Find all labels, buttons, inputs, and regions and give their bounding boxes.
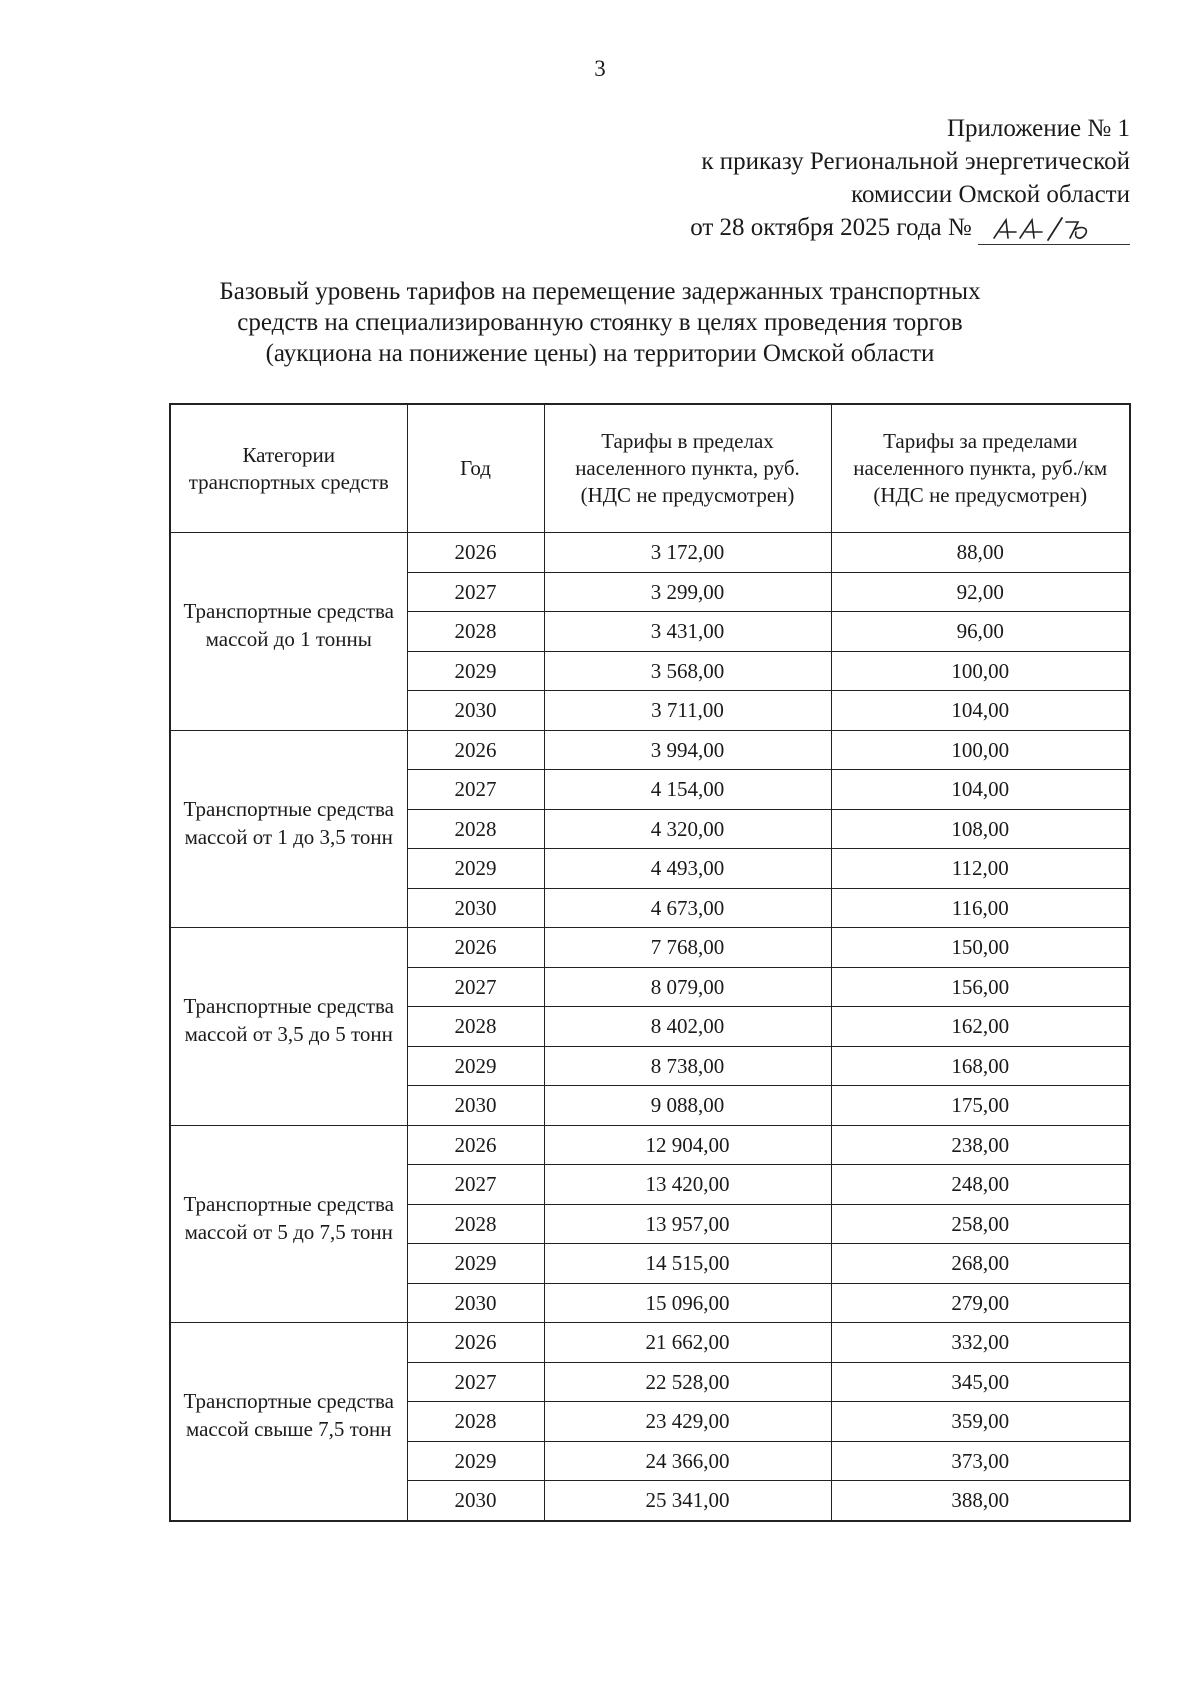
in-city-tariff-cell: 14 515,00 (544, 1244, 831, 1284)
in-city-tariff-cell: 3 568,00 (544, 651, 831, 691)
out-city-tariff-cell: 258,00 (831, 1204, 1130, 1244)
table-row (170, 1125, 1130, 1165)
title-line-1: Базовый уровень тарифов на перемещение задержанных транспортных (219, 278, 981, 305)
out-city-tariff-cell: 279,00 (831, 1283, 1130, 1323)
category-cell: Транспортные средства массой от 5 до 7,5 тонн (170, 1125, 407, 1323)
year-cell: 2029 (407, 849, 544, 889)
order-number-field (978, 211, 1130, 245)
out-city-tariff-cell: 92,00 (831, 572, 1130, 612)
year-cell: 2030 (407, 1481, 544, 1521)
in-city-tariff-cell: 25 341,00 (544, 1481, 831, 1521)
handwritten-order-number (986, 214, 1096, 244)
title-line-2: средств на специализированную стоянку в целях проведения торгов (237, 309, 963, 336)
header-out-city-tariff: Тарифы за пределами населенного пункта, руб./км (НДС не предусмотрен) (831, 404, 1130, 533)
document-title (100, 276, 1100, 369)
table-header-row (170, 404, 1130, 533)
year-cell: 2027 (407, 1165, 544, 1205)
out-city-tariff-cell: 168,00 (831, 1046, 1130, 1086)
in-city-tariff-cell: 3 172,00 (544, 533, 831, 573)
year-cell: 2026 (407, 1125, 544, 1165)
table-row (170, 928, 1130, 968)
year-cell: 2029 (407, 1441, 544, 1481)
out-city-tariff-cell: 345,00 (831, 1362, 1130, 1402)
out-city-tariff-cell: 150,00 (831, 928, 1130, 968)
out-city-tariff-cell: 100,00 (831, 651, 1130, 691)
in-city-tariff-cell: 13 957,00 (544, 1204, 831, 1244)
out-city-tariff-cell: 332,00 (831, 1323, 1130, 1363)
in-city-tariff-cell: 8 738,00 (544, 1046, 831, 1086)
header-category: Категории транспортных средств (170, 404, 407, 533)
out-city-tariff-cell: 162,00 (831, 1007, 1130, 1047)
in-city-tariff-cell: 23 429,00 (544, 1402, 831, 1442)
in-city-tariff-cell: 24 366,00 (544, 1441, 831, 1481)
year-cell: 2028 (407, 1402, 544, 1442)
in-city-tariff-cell: 3 994,00 (544, 730, 831, 770)
out-city-tariff-cell: 388,00 (831, 1481, 1130, 1521)
year-cell: 2030 (407, 1283, 544, 1323)
out-city-tariff-cell: 238,00 (831, 1125, 1130, 1165)
in-city-tariff-cell: 8 402,00 (544, 1007, 831, 1047)
in-city-tariff-cell: 21 662,00 (544, 1323, 831, 1363)
header-year: Год (407, 404, 544, 533)
title-line-3: (аукциона на понижение цены) на территории Омской области (265, 340, 935, 367)
out-city-tariff-cell: 104,00 (831, 770, 1130, 810)
in-city-tariff-cell: 4 673,00 (544, 888, 831, 928)
year-cell: 2026 (407, 928, 544, 968)
category-cell: Транспортные средства массой свыше 7,5 тонн (170, 1323, 407, 1521)
tariff-table (169, 403, 1131, 1522)
out-city-tariff-cell: 373,00 (831, 1441, 1130, 1481)
in-city-tariff-cell: 22 528,00 (544, 1362, 831, 1402)
in-city-tariff-cell: 3 711,00 (544, 691, 831, 731)
out-city-tariff-cell: 100,00 (831, 730, 1130, 770)
in-city-tariff-cell: 3 299,00 (544, 572, 831, 612)
table-row (170, 533, 1130, 573)
in-city-tariff-cell: 8 079,00 (544, 967, 831, 1007)
out-city-tariff-cell: 88,00 (831, 533, 1130, 573)
year-cell: 2028 (407, 809, 544, 849)
year-cell: 2029 (407, 1244, 544, 1284)
out-city-tariff-cell: 175,00 (831, 1086, 1130, 1126)
table-row (170, 1323, 1130, 1363)
year-cell: 2030 (407, 1086, 544, 1126)
out-city-tariff-cell: 112,00 (831, 849, 1130, 889)
year-cell: 2027 (407, 1362, 544, 1402)
in-city-tariff-cell: 4 493,00 (544, 849, 831, 889)
year-cell: 2028 (407, 612, 544, 652)
table-row (170, 730, 1130, 770)
page-number: 3 (594, 56, 606, 81)
out-city-tariff-cell: 108,00 (831, 809, 1130, 849)
category-cell: Транспортные средства массой от 3,5 до 5 тонн (170, 928, 407, 1126)
header-in-city-tariff: Тарифы в пределах населенного пункта, руб. (НДС не предусмотрен) (544, 404, 831, 533)
out-city-tariff-cell: 104,00 (831, 691, 1130, 731)
category-cell: Транспортные средства массой до 1 тонны (170, 533, 407, 731)
appendix-date-line (690, 211, 1130, 245)
out-city-tariff-cell: 156,00 (831, 967, 1130, 1007)
year-cell: 2027 (407, 967, 544, 1007)
in-city-tariff-cell: 4 320,00 (544, 809, 831, 849)
out-city-tariff-cell: 96,00 (831, 612, 1130, 652)
tariff-table-body (170, 533, 1130, 1521)
appendix-line-1: Приложение № 1 (946, 115, 1130, 142)
year-cell: 2026 (407, 730, 544, 770)
in-city-tariff-cell: 3 431,00 (544, 612, 831, 652)
in-city-tariff-cell: 9 088,00 (544, 1086, 831, 1126)
year-cell: 2027 (407, 572, 544, 612)
out-city-tariff-cell: 116,00 (831, 888, 1130, 928)
appendix-header (690, 112, 1130, 245)
appendix-line-2: к приказу Региональной энергетической (701, 148, 1130, 175)
year-cell: 2026 (407, 533, 544, 573)
year-cell: 2028 (407, 1007, 544, 1047)
out-city-tariff-cell: 248,00 (831, 1165, 1130, 1205)
out-city-tariff-cell: 268,00 (831, 1244, 1130, 1284)
year-cell: 2029 (407, 1046, 544, 1086)
in-city-tariff-cell: 4 154,00 (544, 770, 831, 810)
appendix-date-text: от 28 октября 2025 года № (690, 214, 972, 241)
category-cell: Транспортные средства массой от 1 до 3,5 тонн (170, 730, 407, 928)
year-cell: 2030 (407, 888, 544, 928)
out-city-tariff-cell: 359,00 (831, 1402, 1130, 1442)
in-city-tariff-cell: 12 904,00 (544, 1125, 831, 1165)
appendix-line-3: комиссии Омской области (851, 181, 1130, 208)
year-cell: 2027 (407, 770, 544, 810)
in-city-tariff-cell: 13 420,00 (544, 1165, 831, 1205)
year-cell: 2028 (407, 1204, 544, 1244)
year-cell: 2029 (407, 651, 544, 691)
year-cell: 2030 (407, 691, 544, 731)
in-city-tariff-cell: 15 096,00 (544, 1283, 831, 1323)
in-city-tariff-cell: 7 768,00 (544, 928, 831, 968)
year-cell: 2026 (407, 1323, 544, 1363)
